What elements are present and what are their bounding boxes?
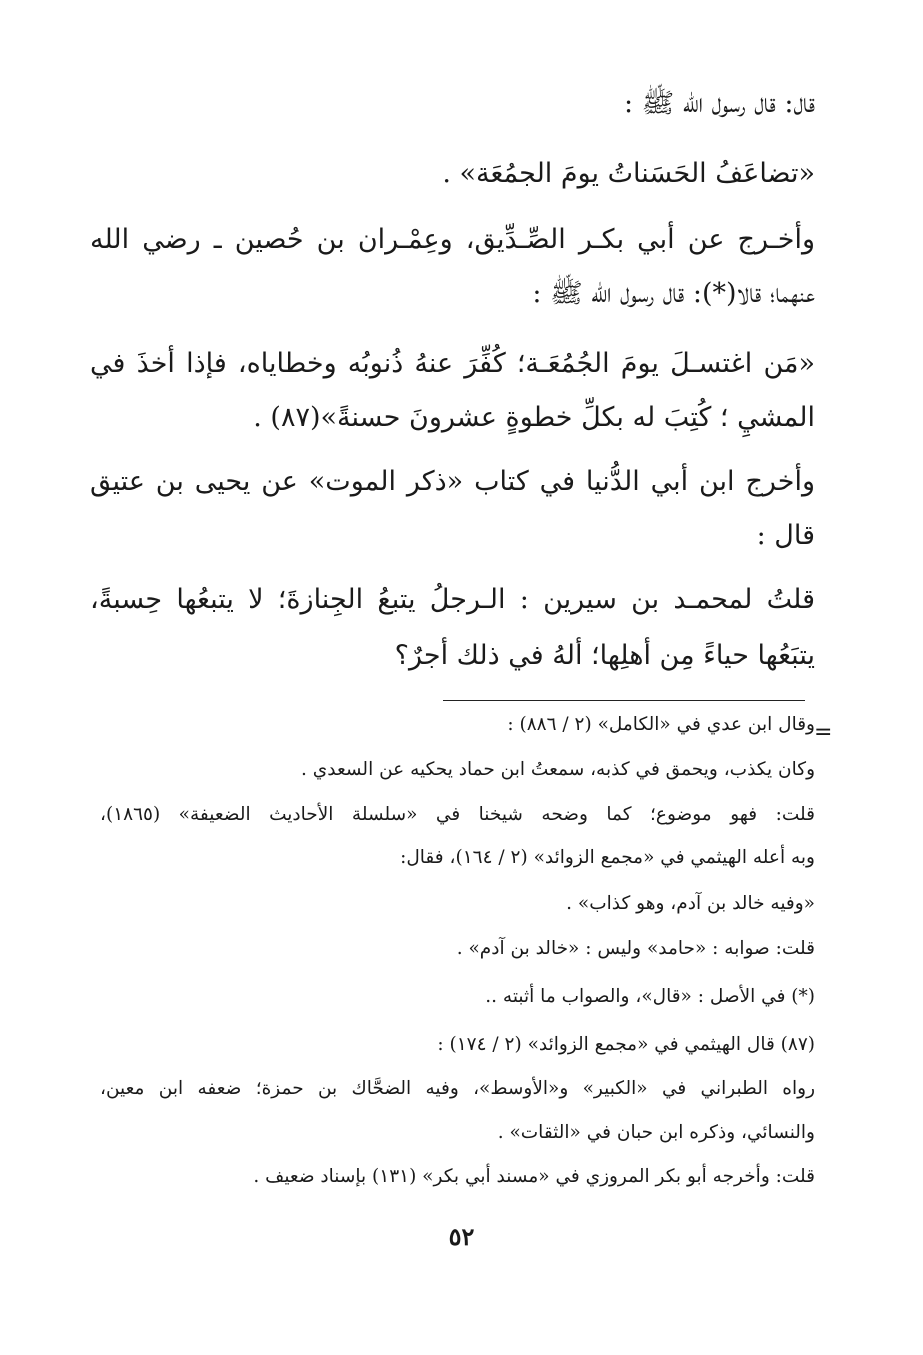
footnote-line-4: وبه أعله الهيثمي في «مجمع الزوائد» (٢ / ١٦٤)، فقال: [400,847,815,868]
footnote-line-2: وكان يكذب، ويحمق في كذبه، سمعتُ ابن حماد يحكيه عن السعدي . [301,759,815,780]
main-text-line-3: وأخـرج عن أبي بكـر الصِّـدِّيق، وعِمْـران بن حُصين ـ رضي الله [90,224,815,255]
main-text-line-6: المشيِ ؛ كُتِبَ له بكلِّ خطوةٍ عشرونَ حسنةً»(٨٧) . [253,402,815,433]
continuation-mark: = [814,720,833,745]
main-text-line-5: «مَن اغتسـلَ يومَ الجُمُعَـة؛ كُفِّرَ عنهُ ذُنوبُه وخطاياه، فإذا أخذَ في [90,348,815,379]
page-number: ٥٢ [448,1222,475,1251]
main-text-line-9: قلتُ لمحمـد بن سيرين : الـرجلُ يتبعُ الجِنازةَ؛ لا يتبعُها حِسبةً، [90,584,815,615]
footnote-line-7: (*) في الأصل : «قال»، والصواب ما أثبته .. [485,986,815,1007]
main-text-line-1: قال: قال رسول الله ﷺ : [623,88,815,119]
main-text-line-4: عنهما؛ قالا(*): قال رسول الله ﷺ : [532,278,815,309]
main-text-line-8: قال : [756,520,815,551]
footnote-line-8: (٨٧) قال الهيثمي في «مجمع الزوائد» (٢ / ١٧٤) : [437,1034,815,1055]
footnote-line-10: والنسائي، وذكره ابن حبان في «الثقات» . [497,1122,815,1143]
footnote-separator [443,700,805,701]
footnote-line-1: وقال ابن عدي في «الكامل» (٢ / ٨٨٦) : [507,714,815,735]
footnote-line-9: رواه الطبراني في «الكبير» و«الأوسط»، وفيه الضحَّاك بن حمزة؛ ضعفه ابن معين، [100,1078,815,1099]
footnote-line-3: قلت: فهو موضوع؛ كما وضحه شيخنا في «سلسلة الأحاديث الضعيفة» (١٨٦٥)، [100,804,815,825]
footnote-line-5: «وفيه خالد بن آدم، وهو كذاب» . [566,893,815,914]
main-text-line-7: وأخرج ابن أبي الدُّنيا في كتاب «ذكر الموت» عن يحيى بن عتيق [90,466,815,497]
footnote-line-6: قلت: صوابه : «حامد» وليس : «خالد بن آدم» . [456,938,815,959]
main-text-line-10: يتبَعُها حياءً مِن أهلِها؛ ألهُ في ذلك أجرٌ؟ [394,640,815,671]
main-text-line-2: «تضاعَفُ الحَسَناتُ يومَ الجمُعَة» . [442,158,815,189]
footnote-line-11: قلت: وأخرجه أبو بكر المروزي في «مسند أبي بكر» (١٣١) بإسناد ضعيف . [253,1166,815,1187]
